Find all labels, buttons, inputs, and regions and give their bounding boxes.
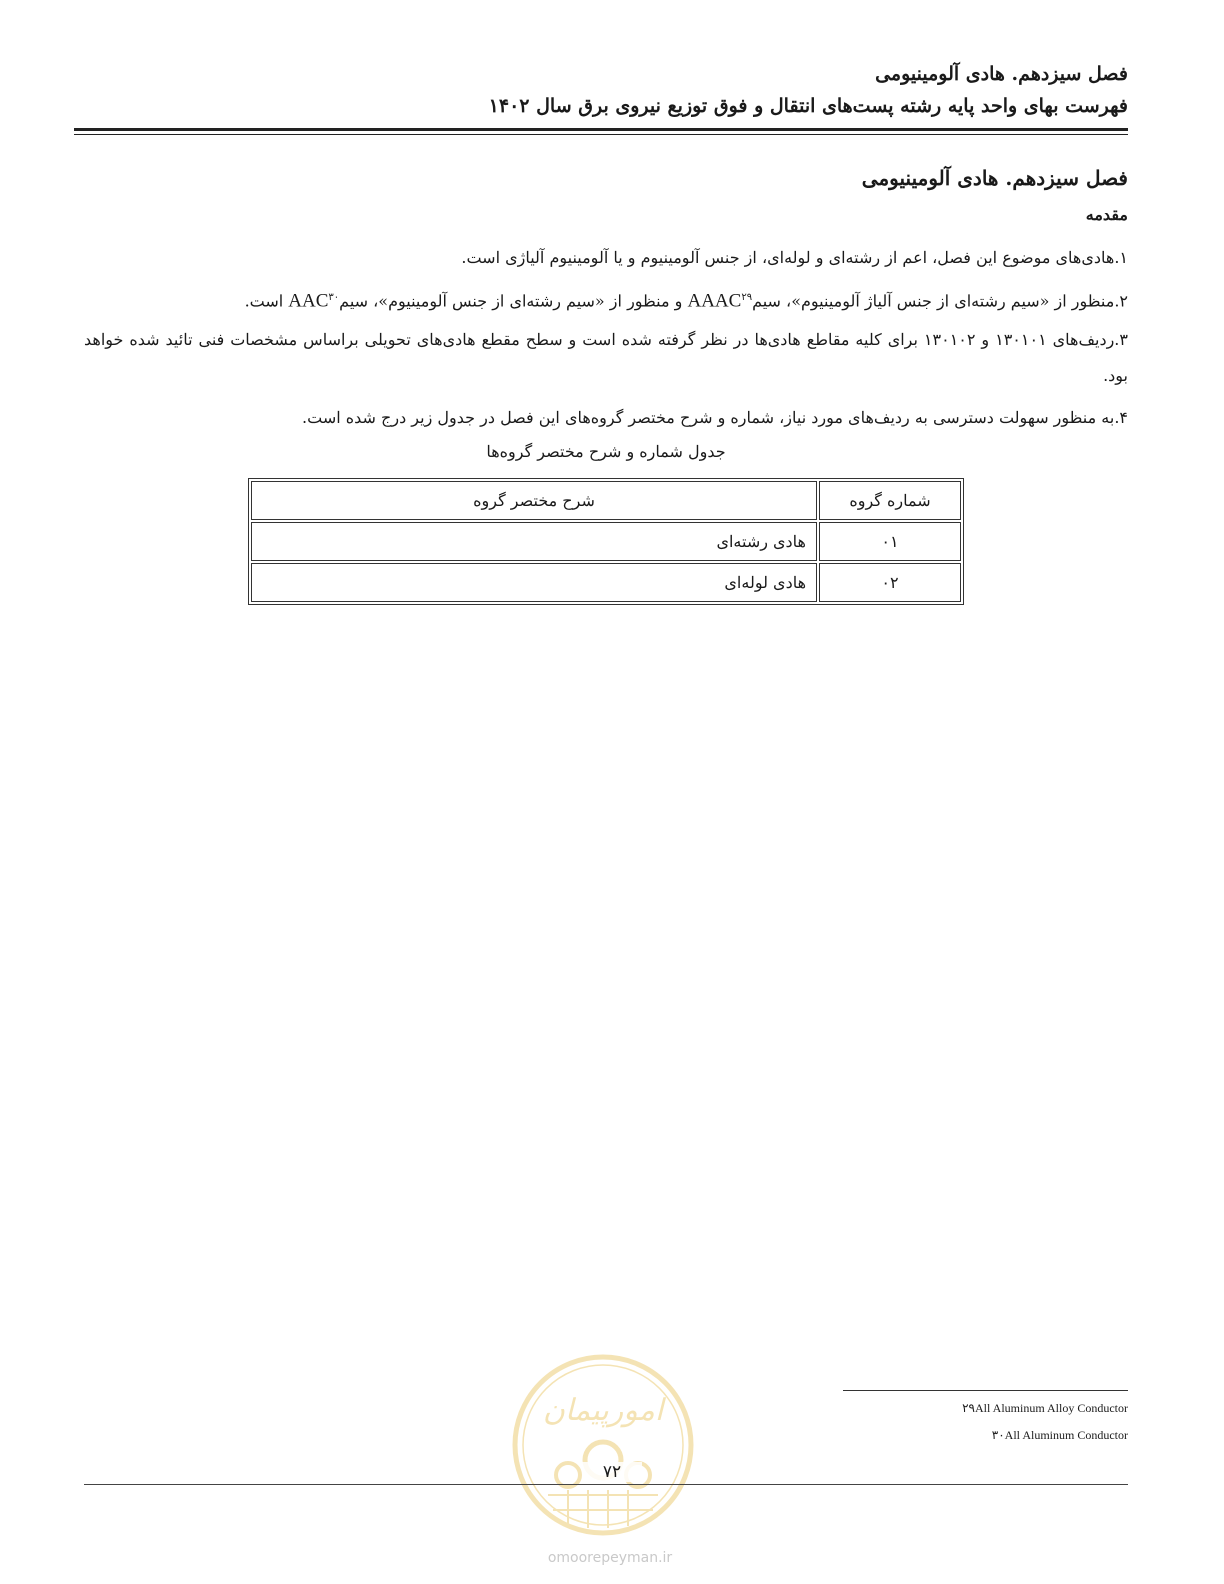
footnote-30-text: All Aluminum Conductor — [1004, 1428, 1128, 1442]
paragraph-2-part-c: است. — [244, 291, 289, 311]
paragraph-2-part-a: ۲.منظور از «سیم رشته‌ای از جنس آلیاژ آلومینیوم»، سیم — [752, 291, 1128, 311]
footnote-29 — [700, 1401, 1128, 1416]
table-header-row — [251, 481, 961, 520]
footnote-30-number: ۳۰ — [991, 1428, 1005, 1442]
group-number-cell: ۰۲ — [819, 563, 961, 602]
watermark-logo-text: امورپیمان — [542, 1393, 664, 1428]
header-rule-thin — [74, 134, 1128, 135]
footnote-ref-30[interactable]: ۳۰ — [328, 292, 340, 303]
page-number: ۷۲ — [582, 1462, 642, 1482]
footnote-29-number: ۲۹ — [962, 1401, 975, 1415]
watermark-url: omoorepeyman.ir — [547, 1550, 673, 1566]
groups-table — [248, 478, 964, 605]
paragraph-2-part-b: و منظور از «سیم رشته‌ای از جنس آلومینیوم»، سیم — [339, 291, 688, 311]
chapter-title: فصل سیزدهم. هادی آلومینیومی — [861, 166, 1128, 190]
aac-term: AAC — [288, 290, 329, 312]
group-description-cell: هادی لوله‌ای — [251, 563, 817, 602]
header-document-title: فهرست بهای واحد پایه رشته پست‌های انتقال و فوق توزیع نیروی برق سال ۱۴۰۲ — [488, 95, 1128, 117]
paragraph-1: ۱.هادی‌های موضوع این فصل، اعم از رشته‌ای و لوله‌ای، از جنس آلومینیوم و یا آلومینیوم آلیاژی است. — [461, 248, 1128, 267]
watermark-logo-icon — [508, 1350, 698, 1540]
header-group-number: شماره گروه — [819, 481, 961, 520]
header-rule-thick — [74, 128, 1128, 131]
footer-rule — [84, 1484, 1128, 1485]
table-caption: جدول شماره و شرح مختصر گروه‌ها — [486, 442, 726, 461]
table-row — [251, 563, 961, 602]
paragraph-2 — [84, 280, 1128, 319]
header-chapter-title: فصل سیزدهم. هادی آلومینیومی — [875, 63, 1128, 85]
footnote-29-text: All Aluminum Alloy Conductor — [974, 1401, 1128, 1415]
group-number-cell: ۰۱ — [819, 522, 961, 561]
aaac-term: AAAC — [687, 290, 742, 312]
footnote-ref-29[interactable]: ۲۹ — [741, 292, 753, 303]
paragraph-4: ۴.به منظور سهولت دسترسی به ردیف‌های مورد نیاز، شماره و شرح مختصر گروه‌های این فصل در جدول زیر درج شده است. — [302, 408, 1128, 427]
group-description-cell: هادی رشته‌ای — [251, 522, 817, 561]
page-header — [74, 58, 1128, 122]
header-group-description: شرح مختصر گروه — [251, 481, 817, 520]
footnote-separator — [843, 1390, 1128, 1391]
table-row — [251, 522, 961, 561]
paragraph-3: ۳.ردیف‌های ۱۳۰۱۰۱ و ۱۳۰۱۰۲ برای کلیه مقاطع هادی‌ها در نظر گرفته شده است و سطح مقطع هادی‌های تحویلی براساس مشخصات فنی تائید شده خواهد بود. — [84, 330, 1128, 385]
footnote-30 — [700, 1428, 1128, 1443]
intro-heading: مقدمه — [1085, 205, 1128, 224]
